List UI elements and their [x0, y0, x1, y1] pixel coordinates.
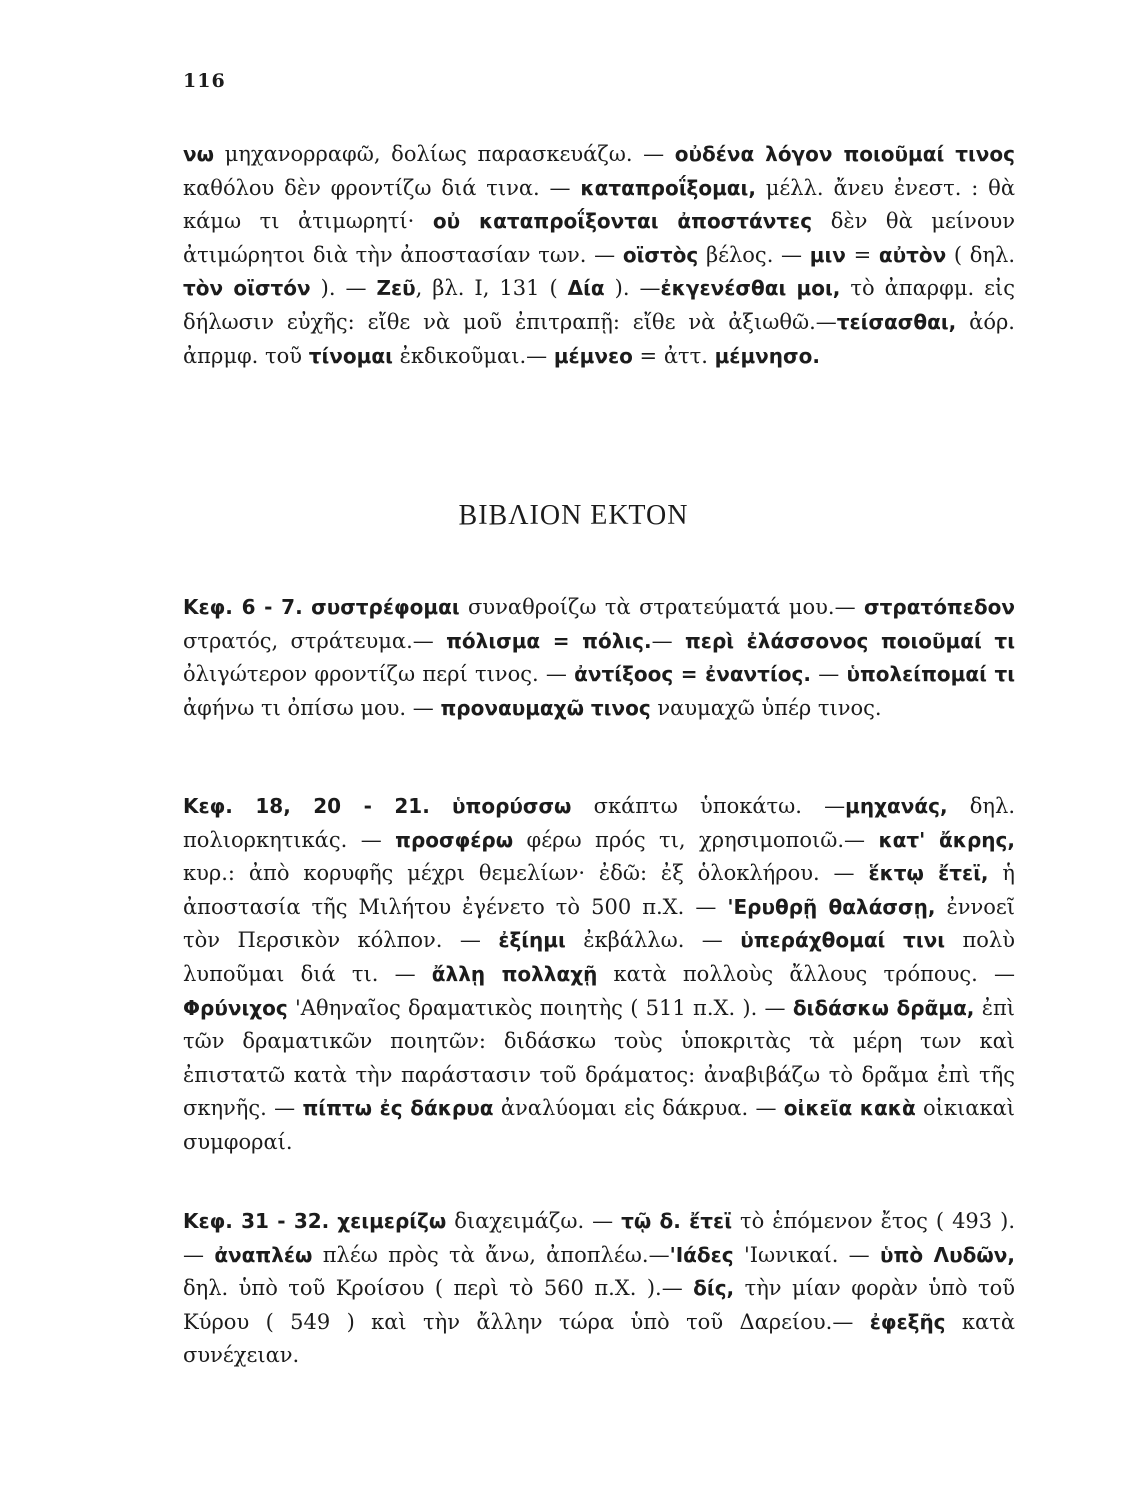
gloss-text: ἐκβάλλω. —	[565, 928, 741, 953]
headword: πόλισμα = πόλις.	[446, 628, 652, 653]
paragraph-4	[183, 1205, 1015, 1373]
headword: ἀντίξοος = ἐναντίος.	[574, 662, 811, 687]
headword: προναυμαχῶ τινος	[440, 695, 651, 720]
gloss-text: μηχανορραφῶ, δολίως παρασκευάζω. —	[214, 142, 675, 166]
gloss-text: συναθροίζω τὰ στρατεύματά μου.—	[459, 595, 865, 619]
headword: ἕκτῳ ἔτεϊ,	[868, 861, 989, 886]
gloss-text: τὴν μίαν φορὰν ὑπὸ τοῦ Κύρου ( 549 ) καὶ τὴν ἄλλην τώρα ὑπὸ τοῦ Δαρείου.—	[183, 1276, 1015, 1334]
gloss-text: 'Αθηναῖος δραματικὸς ποιητὴς ( 511 π.Χ. ). —	[287, 995, 793, 1020]
gloss-text: —	[810, 662, 847, 687]
headword: ἐκγενέσθαι μοι,	[660, 276, 841, 301]
gloss-text: ἀφήνω τι ὀπίσω μου. —	[183, 695, 441, 720]
gloss-text: διαχειμάζω. —	[446, 1209, 622, 1233]
headword: μέμνησο.	[714, 343, 820, 368]
headword: καταπροΐξομαι,	[580, 175, 756, 200]
gloss-text: ὀλιγώτερον φροντίζω περί τινος. —	[183, 662, 575, 687]
headword: στρατόπεδον	[864, 595, 1015, 619]
gloss-text: ἐννοεῖ τὸν Περσικὸν κόλπον. —	[183, 894, 1016, 953]
gloss-text: ναυμαχῶ ὑπέρ τινος.	[650, 695, 882, 720]
headword: ὑπεράχθομαί τινι	[740, 928, 946, 953]
chapter-title: ΒΙΒΛΙΟΝ ΕΚΤΟΝ	[458, 500, 689, 531]
headword: τῷ δ. ἔτεϊ	[621, 1209, 732, 1233]
gloss-text: ἀναλύομαι εἰς δάκρυα. —	[493, 1096, 784, 1121]
paragraph-1	[183, 138, 1015, 373]
headword: οὐ καταπροΐξονται ἀποστάντες	[432, 209, 813, 234]
headword: Ζεῦ	[376, 276, 416, 301]
headword: Φρύνιχος	[183, 995, 288, 1020]
gloss-text: ἀόρ. ἀπρμφ. τοῦ	[183, 309, 1015, 368]
gloss-text: ἡ ἀποστασία τῆς Μιλήτου ἐγένετο τὸ 500 π.Χ. —	[183, 861, 1015, 919]
headword: τείσασθαι,	[836, 309, 957, 334]
gloss-text: ). —	[604, 276, 661, 301]
page-number: 116	[183, 70, 226, 92]
headword: μέμνεο	[553, 343, 633, 368]
headword: μιν	[809, 242, 846, 267]
headword: ἐξίημι	[498, 928, 566, 953]
headword: οὐδένα λόγον ποιοῦμαί τινος	[674, 142, 1015, 166]
gloss-text: δηλ. ὑπὸ τοῦ Κροίσου ( περὶ τὸ 560 π.Χ. ).—	[183, 1276, 694, 1301]
headword: μηχανάς,	[845, 794, 948, 818]
headword: Δία	[567, 276, 605, 301]
headword: αὐτὸν	[878, 242, 947, 267]
headword: ἄλλῃ πολλαχῇ	[431, 961, 598, 986]
gloss-text: βέλος. —	[698, 242, 810, 267]
headword: οϊστὸς	[622, 242, 699, 267]
gloss-text: πλέω πρὸς τὰ ἄνω, ἀποπλέω.—	[312, 1242, 670, 1267]
gloss-text: —	[651, 628, 685, 653]
headword: ὑπολείπομαί τι	[846, 662, 1016, 687]
headword: προσφέρω	[395, 827, 514, 852]
paragraph-3	[183, 790, 1015, 1160]
gloss-text	[430, 794, 452, 818]
gloss-text	[303, 595, 311, 619]
gloss-text: δηλ. πολιορκητικάς. —	[183, 794, 1015, 852]
headword: Κεφ. 6 - 7.	[183, 595, 303, 619]
gloss-text: ( δηλ.	[946, 242, 1016, 267]
headword: ἐφεξῆς	[869, 1309, 946, 1334]
gloss-text: κατὰ συνέχειαν.	[183, 1309, 1016, 1368]
paragraph-2	[183, 591, 1015, 725]
headword: 'Ιάδες	[669, 1242, 734, 1267]
headword: Κεφ. 18, 20 - 21.	[183, 794, 430, 818]
gloss-text: κυρ.: ἀπὸ κορυφῆς μέχρι θεμελίων· ἐδῶ: ἐξ ὁλοκλήρου. —	[183, 861, 869, 886]
gloss-text: ). —	[310, 276, 377, 301]
gloss-text: 'Ιωνικαί. —	[733, 1242, 880, 1267]
gloss-text: τὸ ἑπόμενον ἔτος ( 493 ). —	[183, 1209, 1016, 1267]
gloss-text: οἰκιακαὶ συμφοραί.	[183, 1096, 1015, 1154]
gloss-text: ἐκδικοῦμαι.—	[392, 343, 554, 368]
headword: συστρέφομαι	[311, 595, 460, 619]
headword: τίνομαι	[308, 343, 393, 368]
gloss-text: ἐπὶ τῶν δραματικῶν ποιητῶν: διδάσκω τοὺς ὑποκριτὰς τὰ μέρη των καὶ ἐπιστατῶ κατὰ τὴν παράστασιν τοῦ δράματος: ἀναβιβάζω τὸ δρᾶμα ἐπὶ τῆς σκηνῆς. —	[183, 995, 1015, 1121]
headword: δίς,	[693, 1276, 735, 1301]
headword: ὑπὸ Λυδῶν,	[880, 1242, 1015, 1267]
gloss-text: τὸ ἀπαρφμ. εἰς δήλωσιν εὐχῆς: εἴθε νὰ μοῦ ἐπιτραπῇ: εἴθε νὰ ἀξιωθῶ.—	[183, 276, 1016, 334]
headword: πίπτω ἐς δάκρυα	[302, 1096, 494, 1121]
gloss-text: καθόλου δὲν φροντίζω διά τινα. —	[183, 175, 581, 200]
headword: ὑπορύσσω	[452, 794, 572, 818]
gloss-text: =	[845, 242, 879, 267]
gloss-text: πολὺ λυποῦμαι διά τι. —	[183, 928, 1015, 986]
gloss-text: , βλ. I, 131 (	[415, 276, 568, 301]
gloss-text: κατὰ πολλοὺς ἄλλους τρόπους. —	[597, 961, 1015, 986]
gloss-text: σκάπτω ὑποκάτω. —	[571, 794, 846, 818]
headword: νω	[183, 142, 215, 166]
gloss-text: φέρω πρός τι, χρησιμοποιῶ.—	[513, 827, 879, 852]
gloss-text: στρατός, στράτευμα.—	[183, 628, 447, 653]
gloss-text: μέλλ. ἄνευ ἐνεστ. : θὰ κάμω τι ἀτιμωρητί·	[183, 175, 1016, 234]
gloss-text: = ἀττ.	[632, 343, 715, 368]
headword: διδάσκω δρᾶμα,	[792, 995, 975, 1020]
headword: οἰκεῖα κακὰ	[783, 1096, 916, 1121]
headword: κατ' ἄκρης,	[878, 827, 1015, 852]
headword: 'Ερυθρῇ θαλάσσῃ,	[727, 894, 936, 919]
headword: ἀναπλέω	[214, 1242, 313, 1267]
headword: τὸν οϊστόν	[183, 276, 311, 301]
headword: χειμερίζω	[337, 1209, 447, 1233]
gloss-text: δὲν θὰ μείνουν ἀτιμώρητοι διὰ τὴν ἀποστασίαν των. —	[183, 209, 1016, 267]
headword: περὶ ἐλάσσονος ποιοῦμαί τι	[684, 628, 1015, 653]
headword: Κεφ. 31 - 32.	[183, 1209, 330, 1233]
